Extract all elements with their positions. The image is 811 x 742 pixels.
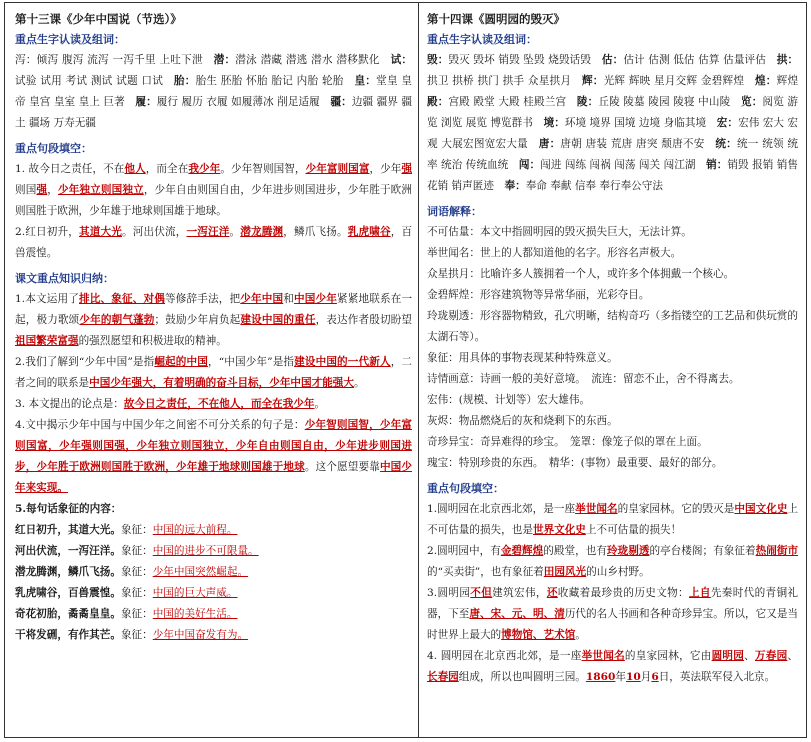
answer-text: 10 xyxy=(626,671,641,683)
lesson-13-knowledge-heading: 课文重点知识归纳： xyxy=(15,272,114,285)
key-char: 疆： xyxy=(330,96,352,108)
answer-text: 我少年 xyxy=(188,163,221,175)
symbol-phrase: 潜龙腾渊，鳞爪飞扬。 xyxy=(15,566,121,578)
body-text: 上不可估量的损失，也是 xyxy=(427,503,799,536)
body-text: 4.文中揭示少年中国与中国少年之间密不可分关系的句子是： xyxy=(15,419,305,431)
answer-text: 乳虎啸谷 xyxy=(347,226,391,238)
lesson-14-sentences-heading: 重点句段填空： xyxy=(427,482,504,495)
body-text: ，二者之间的联系是 xyxy=(15,356,413,389)
body-text: 唐朝 唐装 荒唐 唐突 颓唐不安 xyxy=(560,138,716,150)
key-char: 毁： xyxy=(427,54,449,66)
glossary-item: 宏伟：(规模、计划等）宏大雄伟。 xyxy=(427,394,591,406)
answer-text: 还 xyxy=(546,587,558,599)
answer-text: 祖国繁荣富强 xyxy=(15,335,79,347)
body-text: 。 xyxy=(314,398,326,410)
answer-text: 崛起的中国 xyxy=(154,356,208,368)
body-text: 、 xyxy=(744,650,755,662)
answer-text: 唐、宋、元、明、清 xyxy=(469,608,565,620)
body-text: 宫殿 殿堂 大殿 桂殿兰宫 xyxy=(448,96,577,108)
symbol-phrase: 河出伏流，一泻汪洋。 xyxy=(15,545,121,557)
key-char: 境： xyxy=(543,117,565,129)
body-text: 和 xyxy=(283,293,294,305)
glossary-item: 金碧辉煌：形容建筑物等异常华丽，光彩夺目。 xyxy=(427,289,650,301)
answer-text: 少年智则国智，少年富则国富，少年强则国强，少年独立则国独立，少年自由则国自由，少年进步则国进步，少年胜于欧洲则国胜于欧洲，少年雄于地球则国雄于地球 xyxy=(15,419,413,473)
lesson-14-title: 第十四课《圆明园的毁灭》 xyxy=(427,12,565,26)
symbol-label: 象征： xyxy=(120,629,153,641)
symbol-label: 象征： xyxy=(120,545,153,557)
body-text: 履行 履历 衣履 如履薄冰 削足适履 xyxy=(156,96,331,108)
body-text: 、 xyxy=(787,650,799,662)
lesson-13-title: 第十三课《少年中国说（节选）》 xyxy=(15,12,182,26)
glossary-item: 玲珑剔透：形容器物精致，孔穴明晰，结构奇巧（多指镂空的工艺品和供玩赏的太湖石等）。 xyxy=(427,310,798,343)
key-char: 拱： xyxy=(776,54,799,66)
key-char: 宏： xyxy=(716,117,739,129)
answer-text: 中国文化史 xyxy=(734,503,788,515)
body-text: ，而全在 xyxy=(145,163,189,175)
body-text: 历代的名人书画和各种奇珍异宝。所以，它又是当时世界上最大的 xyxy=(427,608,799,641)
body-text: 统一 统领 统率 统治 传统血统 xyxy=(427,138,799,171)
lesson-13-sentences-heading: 重点句段填空： xyxy=(15,142,92,155)
body-text: 1.本文运用了 xyxy=(15,293,79,305)
symbol-row xyxy=(15,604,412,625)
body-text: 销毁 报销 销售 花销 销声匿迹 xyxy=(427,159,799,192)
body-text: 3.圆明园 xyxy=(427,587,471,599)
left-column xyxy=(5,3,419,737)
body-text: 潜泳 潜藏 潜逃 潜水 潜移默化 xyxy=(235,54,391,66)
body-text: 的山乡村野。 xyxy=(586,566,650,578)
glossary-item: 举世闻名：世上的人都知道他的名字。形容名声极大。 xyxy=(427,247,682,259)
key-char: 辉： xyxy=(581,75,604,87)
body-text: 试验 试用 考试 测试 试题 口试 xyxy=(15,75,174,87)
worksheet-page xyxy=(4,2,807,738)
lesson-14-glossary-list xyxy=(427,222,798,474)
key-char: 殿： xyxy=(427,96,449,108)
body-text: ；鼓励少年肩负起 xyxy=(154,314,241,326)
answer-text: 金碧辉煌 xyxy=(500,545,544,557)
key-char: 销： xyxy=(706,159,728,171)
body-text: 先秦时代的青铜礼器，下至 xyxy=(427,587,799,620)
body-text: 1. 故今日之责任，不在 xyxy=(15,163,125,175)
lesson-13-vocab-paragraph xyxy=(15,50,412,134)
body-text: 胎生 胚胎 怀胎 胎记 内胎 轮胎 xyxy=(195,75,355,87)
answer-text: 热闹街市 xyxy=(755,545,799,557)
body-text: 1.圆明园在北京西北郊，是一座 xyxy=(427,503,576,515)
body-text: 丘陵 陵墓 陵园 陵寝 中山陵 xyxy=(598,96,742,108)
answer-text: 博物馆、艺术馆 xyxy=(501,629,576,641)
body-text: 。这个愿望要靠 xyxy=(304,461,380,473)
answer-text: 长春园 xyxy=(427,671,459,683)
symbol-label: 象征： xyxy=(120,608,153,620)
body-text: 边疆 疆界 疆土 疆场 万寿无疆 xyxy=(15,96,412,129)
answer-text: 其道大光 xyxy=(79,226,122,238)
answer-text: 举世闻名 xyxy=(581,650,625,662)
glossary-item: 众星拱月：比喻许多人簇拥着一个人，或许多个体拥戴一个核心。 xyxy=(427,268,735,280)
body-text: ， xyxy=(47,184,58,196)
symbol-phrase: 干将发硎，有作其芒。 xyxy=(15,629,121,641)
answer-text: 少年独立则国独立 xyxy=(57,184,144,196)
symbol-row xyxy=(15,541,412,562)
body-text: 估计 估测 低估 估算 估量评估 xyxy=(623,54,777,66)
glossary-item: 瑰宝：特别珍贵的东西。 精华：(事物）最重要、最好的部分。 xyxy=(427,457,723,469)
body-text: 上不可估量的损失！ xyxy=(585,524,682,536)
body-text: 2.圆明园中，有 xyxy=(427,545,501,557)
symbol-label: 象征： xyxy=(120,566,153,578)
symbol-phrase: 乳虎啸谷，百兽震惶。 xyxy=(15,587,121,599)
answer-text: 圆明园 xyxy=(711,650,745,662)
right-column xyxy=(419,3,809,737)
body-text: 则国 xyxy=(15,184,37,196)
body-text: 等修辞手法，把 xyxy=(164,293,241,305)
key-char: 胎： xyxy=(173,75,196,87)
body-text: 。河出伏流， xyxy=(122,226,187,238)
glossary-item: 诗情画意：诗画一般的美好意境。 流连：留恋不止，舍不得离去。 xyxy=(427,373,740,385)
answer-text: 万春园 xyxy=(754,650,788,662)
lesson-13-knowledge-4 xyxy=(15,415,412,499)
lesson-14-sentence-3 xyxy=(427,583,798,646)
lesson-14-sentence-1 xyxy=(427,499,798,541)
answer-text: 建设中国的一代新人 xyxy=(294,356,391,368)
answer-text: 故今日之责任，不在他人，而全在我少年 xyxy=(123,398,315,410)
symbol-row xyxy=(15,625,412,646)
body-text: 日，英法联军侵入北京。 xyxy=(658,671,776,683)
body-text: 。 xyxy=(575,629,586,641)
key-char: 皇： xyxy=(354,75,377,87)
answer-text: 中国少年 xyxy=(293,293,337,305)
symbol-row xyxy=(15,562,412,583)
body-text: 的殿堂，也有 xyxy=(543,545,607,557)
body-text: 月 xyxy=(640,671,652,683)
body-text: 阅览 游览 浏览 展览 博览群书 xyxy=(427,96,799,129)
key-char: 陵： xyxy=(576,96,599,108)
answer-text: 1860 xyxy=(585,671,616,683)
body-text: 辉煌 xyxy=(776,75,809,87)
glossary-item: 奇珍异宝：奇异难得的珍宝。 笼罩：像笼子似的罩在上面。 xyxy=(427,436,708,448)
symbol-meaning: 中国的进步不可限量。 xyxy=(152,545,259,557)
lesson-13-symbols-list xyxy=(15,520,412,646)
symbol-label: 象征： xyxy=(120,587,153,599)
lesson-14-sentence-2 xyxy=(427,541,798,583)
key-char: 潜： xyxy=(213,54,236,66)
glossary-item: 象征：用具体的事物表现某种特殊意义。 xyxy=(427,352,618,364)
body-text: ，表达作者殷切盼望 xyxy=(315,314,413,326)
symbol-phrase: 红日初升，其道大光。 xyxy=(15,524,121,536)
body-text: 建筑宏伟， xyxy=(492,587,547,599)
key-char: 煌： xyxy=(754,75,777,87)
lesson-13-sentence-1 xyxy=(15,159,412,222)
lesson-13-vocab-heading: 重点生字认读及组词： xyxy=(15,33,125,46)
lesson-14-vocab-heading: 重点生字认读及组词： xyxy=(427,33,537,46)
symbol-row xyxy=(15,520,412,541)
key-char: 唐： xyxy=(538,138,561,150)
body-text: 3. 本文提出的论点是： xyxy=(15,398,124,410)
body-text: 2.我们了解到“少年中国”是指 xyxy=(15,356,155,368)
lesson-13-sentence-2 xyxy=(15,222,412,264)
answer-text: 上自 xyxy=(689,587,711,599)
body-text: 毁灭 毁坏 销毁 坠毁 烧毁话毁 xyxy=(448,54,602,66)
symbol-meaning: 少年中国突然崛起。 xyxy=(152,566,249,578)
body-text: 光辉 辉映 星月交辉 金碧辉煌 xyxy=(603,75,755,87)
answer-text: 强 xyxy=(36,184,48,196)
body-text: 。 xyxy=(354,377,365,389)
body-text: 2.红日初升， xyxy=(15,226,79,238)
body-text: ，少年 xyxy=(369,163,402,175)
body-text: 的“买卖街”，也有象征着 xyxy=(427,566,544,578)
answer-text: 中国少年强大，有着明确的奋斗目标，少年中国才能强大 xyxy=(89,377,354,389)
body-text: ，百兽震惶。 xyxy=(15,226,413,259)
key-char: 统： xyxy=(715,138,737,150)
lesson-14-glossary-heading: 词语解释： xyxy=(427,205,482,218)
answer-text: 少年的朝气蓬勃 xyxy=(79,314,155,326)
answer-text: 不但 xyxy=(470,587,493,599)
answer-text: 世界文化史 xyxy=(532,524,586,536)
symbol-row xyxy=(15,583,412,604)
body-text: ，鳞爪飞扬。 xyxy=(283,226,348,238)
answer-text: 少年中国 xyxy=(240,293,284,305)
lesson-14-sentence-4 xyxy=(427,646,798,688)
body-text: 的亭台楼阁；有象征着 xyxy=(649,545,756,557)
answer-text: 中国少年来实现。 xyxy=(15,461,413,494)
body-text: 的皇家园林。它的毁灭是 xyxy=(617,503,735,515)
body-text: ，“中国少年”是指 xyxy=(207,356,295,368)
body-text: 闯进 闯练 闯祸 闯荡 闯关 闯江湖 xyxy=(540,159,707,171)
answer-text: 建设中国的重任 xyxy=(240,314,316,326)
body-text: 组成，所以也叫圆明三园。 xyxy=(458,671,586,683)
body-text: 环境 境界 国境 边境 身临其境 xyxy=(564,117,717,129)
lesson-13-knowledge-2 xyxy=(15,352,412,394)
body-text: 紧紧地联系在一起，极力歌颂 xyxy=(15,293,413,326)
key-char: 履： xyxy=(135,96,157,108)
lesson-13-knowledge-1 xyxy=(15,289,412,352)
symbol-label: 象征： xyxy=(120,524,153,536)
symbol-phrase: 奇花初胎，矞矞皇皇。 xyxy=(15,608,121,620)
key-char: 闯： xyxy=(518,159,541,171)
glossary-item: 不可估量：本文中指圆明园的毁灭损失巨大，无法计算。 xyxy=(427,226,692,238)
body-text: 的强烈愿望和积极进取的精神。 xyxy=(78,335,227,347)
lesson-14-vocab-paragraph xyxy=(427,50,809,197)
answer-text: 排比、象征、对偶 xyxy=(79,293,165,305)
answer-text: 他人 xyxy=(124,163,146,175)
glossary-item: 灰烬：物品燃烧后的灰和烧剩下的东西。 xyxy=(427,415,618,427)
answer-text: 潜龙腾渊 xyxy=(240,226,284,238)
answer-text: 少年富则国富 xyxy=(305,163,370,175)
body-text: 泻：倾泻 腹泻 流泻 一泻千里 上吐下泄 xyxy=(15,54,214,66)
symbol-meaning: 中国的美好生活。 xyxy=(152,608,238,620)
symbol-meaning: 少年中国奋发有为。 xyxy=(152,629,249,641)
answer-text: 田园风光 xyxy=(543,566,587,578)
body-text: ，少年自由则国自由，少年进步则国进步，少年胜于欧洲则国胜于欧洲，少年雄于地球则国雄于地球。 xyxy=(15,184,413,217)
body-text: 。少年智则国智， xyxy=(220,163,306,175)
key-char: 奉： xyxy=(504,180,526,192)
lesson-13-knowledge-3 xyxy=(15,394,412,415)
symbol-meaning: 中国的远大前程。 xyxy=(152,524,238,536)
key-char: 览： xyxy=(741,96,763,108)
body-text: 宏伟 宏大 宏观 大展宏图宽宏大量 xyxy=(427,117,799,150)
body-text: 4. 圆明园在北京西北郊，是一座 xyxy=(427,650,582,662)
symbol-meaning: 中国的巨大声威。 xyxy=(152,587,238,599)
body-text: 年 xyxy=(615,671,626,683)
body-text: 奉命 奉献 信奉 奉行奉公守法 xyxy=(525,180,663,192)
answer-text: 玲珑剔透 xyxy=(606,545,650,557)
answer-text: 6 xyxy=(651,671,659,683)
body-text: 的皇家园林，它由 xyxy=(624,650,712,662)
answer-text: 强 xyxy=(401,163,413,175)
body-text: 拱卫 拱桥 拱门 拱手 众星拱月 xyxy=(427,75,582,87)
key-char: 估： xyxy=(601,54,624,66)
answer-text: 一泻汪洋 xyxy=(186,226,230,238)
body-text: 收藏着最珍贵的历史文物： xyxy=(557,587,689,599)
lesson-13-symbols-heading: 5.每句话象征的内容： xyxy=(15,503,122,515)
body-text: 。 xyxy=(229,226,241,238)
body-text: 堂皇 皇帝 皇宫 皇室 皇上 巨著 xyxy=(15,75,412,108)
answer-text: 举世闻名 xyxy=(575,503,618,515)
key-char: 试： xyxy=(390,54,413,66)
